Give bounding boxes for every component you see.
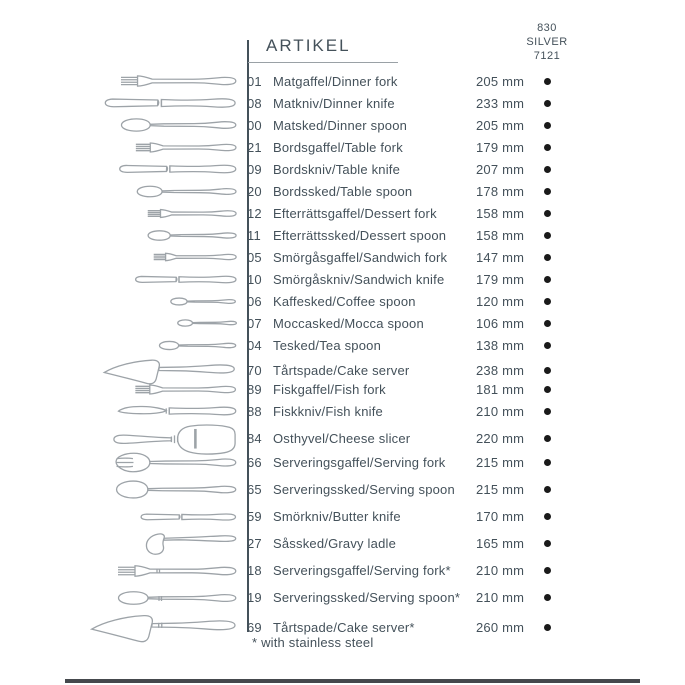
table-row — [0, 290, 685, 312]
table-row — [0, 530, 685, 557]
article-number: 05 — [247, 249, 262, 265]
article-length: 210 mm — [476, 403, 525, 419]
table-row — [0, 334, 685, 356]
article-name: Kaffesked/Coffee spoon — [273, 293, 416, 309]
availability-cell — [532, 486, 562, 493]
article-name: Fiskgaffel/Fish fork — [273, 381, 386, 397]
availability-cell — [532, 594, 562, 601]
article-length: 147 mm — [476, 249, 525, 265]
article-length: 210 mm — [476, 563, 525, 578]
availability-dot — [544, 100, 551, 107]
availability-cell — [532, 78, 562, 85]
availability-dot — [544, 144, 551, 151]
illustration-cell — [0, 180, 247, 202]
availability-dot — [544, 320, 551, 327]
illustration-cell — [0, 202, 247, 224]
table-row — [0, 400, 685, 422]
article-name: Moccasked/Mocca spoon — [273, 315, 424, 331]
illustration-cell — [0, 246, 247, 268]
article-length: 207 mm — [476, 161, 525, 177]
availability-cell — [532, 166, 562, 173]
article-table — [0, 70, 685, 638]
article-name: Tårtspade/Cake server — [273, 363, 410, 378]
table-row — [0, 503, 685, 530]
availability-cell — [532, 276, 562, 283]
availability-dot — [544, 166, 551, 173]
availability-dot — [544, 254, 551, 261]
illustration-cell — [0, 476, 247, 503]
table-row — [0, 476, 685, 503]
availability-cell — [532, 540, 562, 547]
article-length: 215 mm — [476, 482, 525, 497]
article-number: 65 — [247, 482, 262, 497]
table-row — [0, 611, 685, 638]
spoon-icon — [177, 318, 237, 328]
article-number: 27 — [247, 536, 262, 551]
availability-cell — [532, 386, 562, 393]
serving-spoon-icon — [114, 478, 237, 501]
article-length: 120 mm — [476, 293, 525, 309]
article-length: 181 mm — [476, 381, 525, 397]
article-name: Bordssked/Table spoon — [273, 183, 413, 199]
article-length: 178 mm — [476, 183, 525, 199]
article-name: Såssked/Gravy ladle — [273, 536, 397, 551]
table-row — [0, 246, 685, 268]
knife-icon — [135, 271, 237, 288]
fork-icon — [134, 381, 237, 398]
page-title: ARTIKEL — [266, 36, 351, 55]
article-number: 70 — [247, 363, 262, 378]
article-name: Tårtspade/Cake server* — [273, 619, 415, 635]
illustration-cell — [0, 584, 247, 611]
spoon-icon — [158, 339, 237, 352]
article-number: 08 — [247, 95, 262, 111]
article-number: 00 — [247, 117, 262, 133]
fork-icon — [135, 139, 237, 156]
salad-fork-icon — [114, 450, 237, 475]
footnote: * with stainless steel — [252, 635, 374, 650]
table-row — [0, 158, 685, 180]
table-row — [0, 202, 685, 224]
ladle-icon — [143, 531, 237, 556]
availability-dot — [544, 386, 551, 393]
availability-cell — [532, 367, 562, 374]
illustration-cell — [0, 530, 247, 557]
fish-knife-icon — [117, 401, 237, 421]
illustration-cell — [0, 70, 247, 92]
table-row — [0, 584, 685, 611]
fork-icon — [153, 250, 237, 264]
availability-header-line3: 7121 — [533, 50, 561, 62]
article-number: 88 — [247, 403, 262, 419]
availability-cell — [532, 232, 562, 239]
availability-dot — [544, 486, 551, 493]
availability-cell — [532, 144, 562, 151]
illustration-cell — [0, 136, 247, 158]
article-name: Serveringsgaffel/Serving fork — [273, 455, 446, 470]
availability-cell — [532, 408, 562, 415]
article-name: Matsked/Dinner spoon — [273, 117, 408, 133]
availability-dot — [544, 540, 551, 547]
article-length: 106 mm — [476, 315, 525, 331]
availability-dot — [544, 435, 551, 442]
knife-icon — [140, 509, 237, 525]
article-length: 260 mm — [476, 619, 525, 635]
availability-dot — [544, 367, 551, 374]
availability-dot — [544, 408, 551, 415]
availability-cell — [532, 320, 562, 327]
page-bottom-edge — [65, 679, 640, 683]
illustration-cell — [0, 312, 247, 334]
availability-cell — [532, 298, 562, 305]
article-name: Serveringsgaffel/Serving fork* — [273, 563, 451, 578]
article-name: Bordsgaffel/Table fork — [273, 139, 403, 155]
article-name: Tesked/Tea spoon — [273, 337, 381, 353]
availability-column-header — [518, 21, 576, 63]
article-name: Smörkniv/Butter knife — [273, 509, 401, 524]
spoon-ferrule-icon — [117, 588, 237, 608]
availability-cell — [532, 513, 562, 520]
article-name: Fiskkniv/Fish knife — [273, 403, 383, 419]
availability-cell — [532, 459, 562, 466]
article-length: 170 mm — [476, 509, 525, 524]
illustration-cell — [0, 290, 247, 312]
article-length: 138 mm — [476, 337, 525, 353]
spoon-icon — [120, 115, 237, 135]
availability-cell — [532, 567, 562, 574]
availability-header-line2: SILVER — [526, 36, 568, 48]
article-length: 165 mm — [476, 536, 525, 551]
availability-cell — [532, 100, 562, 107]
availability-dot — [544, 122, 551, 129]
article-name: Matkniv/Dinner knife — [273, 95, 395, 111]
availability-cell — [532, 624, 562, 631]
availability-cell — [532, 435, 562, 442]
article-length: 238 mm — [476, 363, 525, 378]
table-row — [0, 224, 685, 246]
article-name: Matgaffel/Dinner fork — [273, 73, 398, 89]
article-name: Serveringssked/Serving spoon — [273, 482, 455, 497]
availability-cell — [532, 188, 562, 195]
availability-dot — [544, 298, 551, 305]
fork-icon — [120, 71, 237, 91]
fork-ferrule-icon — [117, 561, 237, 581]
table-row — [0, 449, 685, 476]
article-number: 18 — [247, 563, 262, 578]
table-row — [0, 114, 685, 136]
availability-dot — [544, 459, 551, 466]
article-length: 158 mm — [476, 205, 525, 221]
table-row — [0, 422, 685, 449]
availability-cell — [532, 254, 562, 261]
article-number: 19 — [247, 590, 262, 605]
cake-server-ferrule-icon — [89, 611, 237, 643]
article-length: 205 mm — [476, 117, 525, 133]
illustration-cell — [0, 378, 247, 400]
article-name: Osthyvel/Cheese slicer — [273, 431, 411, 446]
availability-cell — [532, 342, 562, 349]
illustration-cell — [0, 611, 247, 643]
article-number: 20 — [247, 183, 262, 199]
illustration-cell — [0, 449, 247, 476]
article-name: Serveringssked/Serving spoon* — [273, 590, 461, 605]
illustration-cell — [0, 158, 247, 180]
article-number: 01 — [247, 73, 262, 89]
article-length: 179 mm — [476, 139, 525, 155]
article-length: 210 mm — [476, 590, 525, 605]
article-number: 69 — [247, 619, 262, 635]
article-number: 21 — [247, 139, 262, 155]
table-row — [0, 180, 685, 202]
availability-dot — [544, 342, 551, 349]
table-row — [0, 70, 685, 92]
article-number: 84 — [247, 431, 262, 446]
illustration-cell — [0, 400, 247, 422]
article-number: 66 — [247, 455, 262, 470]
table-row — [0, 92, 685, 114]
illustration-cell — [0, 224, 247, 246]
availability-dot — [544, 624, 551, 631]
availability-cell — [532, 122, 562, 129]
availability-dot — [544, 210, 551, 217]
illustration-cell — [0, 92, 247, 114]
knife-icon — [104, 92, 237, 114]
article-length: 220 mm — [476, 431, 525, 446]
spoon-icon — [169, 296, 237, 307]
availability-cell — [532, 210, 562, 217]
article-name: Smörgåskniv/Sandwich knife — [273, 271, 445, 287]
illustration-cell — [0, 268, 247, 290]
table-row — [0, 268, 685, 290]
article-length: 233 mm — [476, 95, 525, 111]
article-number: 89 — [247, 381, 262, 397]
availability-dot — [544, 513, 551, 520]
article-length: 158 mm — [476, 227, 525, 243]
availability-dot — [544, 78, 551, 85]
article-name: Efterrättsgaffel/Dessert fork — [273, 205, 437, 221]
article-number: 59 — [247, 509, 262, 524]
knife-icon — [119, 159, 237, 179]
article-number: 06 — [247, 293, 262, 309]
illustration-cell — [0, 503, 247, 530]
table-row — [0, 557, 685, 584]
title-underline — [248, 62, 398, 63]
illustration-cell — [0, 557, 247, 584]
availability-dot — [544, 188, 551, 195]
fork-icon — [147, 206, 237, 221]
article-length: 205 mm — [476, 73, 525, 89]
article-name: Bordskniv/Table knife — [273, 161, 401, 177]
spoon-icon — [147, 228, 237, 243]
illustration-cell — [0, 334, 247, 356]
availability-header-line1: 830 — [537, 22, 557, 34]
article-number: 07 — [247, 315, 262, 331]
illustration-cell — [0, 114, 247, 136]
article-name: Smörgåsgaffel/Sandwich fork — [273, 249, 448, 265]
availability-dot — [544, 594, 551, 601]
article-length: 179 mm — [476, 271, 525, 287]
table-row — [0, 378, 685, 400]
article-number: 12 — [247, 205, 262, 221]
table-row — [0, 136, 685, 158]
availability-dot — [544, 232, 551, 239]
availability-dot — [544, 276, 551, 283]
article-number: 04 — [247, 337, 262, 353]
table-row — [0, 312, 685, 334]
spoon-icon — [136, 183, 237, 200]
article-number: 09 — [247, 161, 262, 177]
availability-dot — [544, 567, 551, 574]
article-number: 10 — [247, 271, 262, 287]
article-name: Efterrättssked/Dessert spoon — [273, 227, 447, 243]
article-number: 11 — [247, 227, 261, 243]
table-row — [0, 356, 685, 378]
article-length: 215 mm — [476, 455, 525, 470]
